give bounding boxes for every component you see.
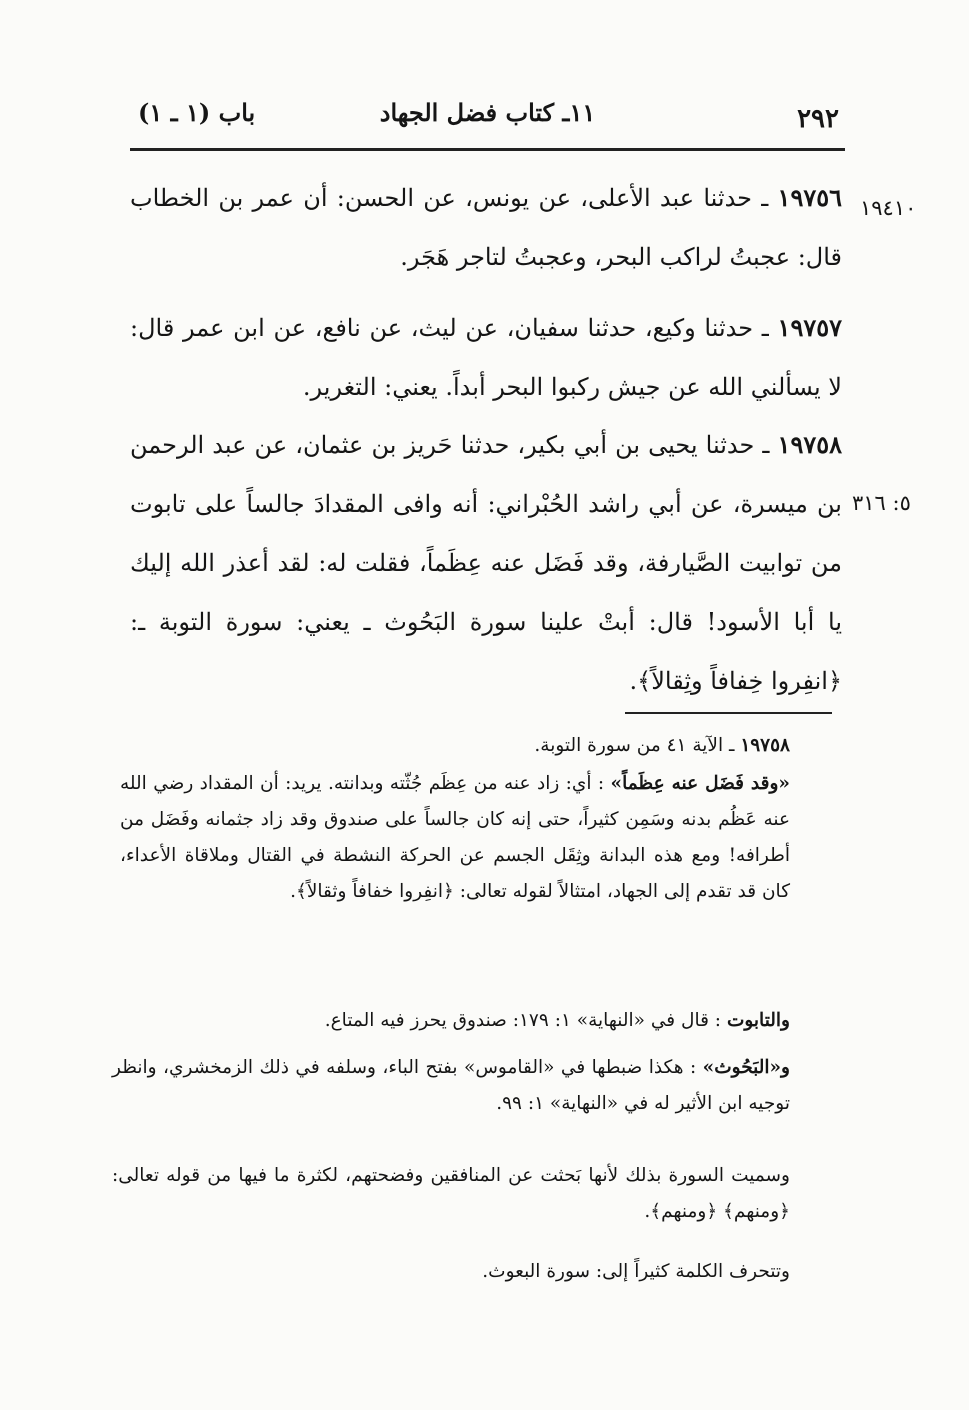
note-text: : هكذا ضبطها في «القاموس» بفتح الباء، وسلفه في ذلك الزمخشري، وانظر توجيه ابن الأثير له في «النهاية» ١: ٩٩. — [112, 1057, 790, 1114]
hadith-text: ـ حدثنا عبد الأعلى، عن يونس، عن الحسن: أن عمر بن الخطاب قال: عجبتُ لراكب البحر، وعجبتُ لتاجر هَجَر. — [130, 184, 842, 271]
note-text: وسميت السورة بذلك لأنها بَحثت عن المنافقين وفضحتهم، لكثرة ما فيها من قوله تعالى: ﴿ومنهم﴾ ﴿ومنهم﴾. — [112, 1165, 790, 1222]
note-text: ـ الآية ٤١ من سورة التوبة. — [534, 735, 741, 756]
hadith-number: ١٩٧٥٧ — [777, 313, 842, 342]
side-ref-volume: ١٩٤١٠ — [860, 196, 917, 220]
footnote-tabut — [230, 1003, 790, 1039]
chapter-label: باب (١ ـ ١) — [138, 98, 256, 127]
footnote-variant — [420, 1254, 790, 1290]
footnote-bahuth — [112, 1050, 790, 1122]
note-text: : أي: زاد عنه من عِظَم جُثّته وبدانته. يريد: أن المقداد رضي الله عنه عَظُم بدنه وسَمِن كثيراً، حتى إنه كان جالساً على صندوق وقد زاد جثمانه وفَضَل من أطرافه! ومع هذه البدانة وثِقَل الجسم عن الحركة النشطة في القتال وملاقاة الأعداء، كان قد تقدم إلى الجهاد، امتثالاً لقوله تعالى: ﴿انفِروا خفافاً وثقالاً﴾. — [120, 773, 790, 902]
hadith-text: ـ حدثنا يحيى بن أبي بكير، حدثنا حَريز بن عثمان، عن عبد الرحمن بن ميسرة، عن أبي راشد الحُبْراني: أنه وافى المقدادَ جالساً على تابوت من توابيت الصَّيارفة، وقد فَضَل عنه عِظَماً، فقلت له: لقد أعذر الله إليك يا أبا الأسود! قال: أبتْ علينا سورة البَحُوث ـ يعني: سورة التوبة ـ: ﴿انفِروا خِفافاً وثِقالاً﴾. — [130, 431, 842, 695]
running-header — [130, 92, 845, 151]
note-lead: و«البَحُوث» — [702, 1057, 790, 1078]
hadith-19757 — [130, 298, 842, 417]
note-lead: ١٩٧٥٨ — [740, 735, 790, 756]
hadith-19758 — [130, 415, 842, 711]
footnote-explanation — [120, 766, 790, 910]
footnote-separator — [625, 712, 832, 714]
note-lead: «وقد فَضَل عنه عِظَماً» — [610, 773, 790, 794]
page-number: ٢٩٢ — [797, 104, 839, 134]
note-lead: والتابوت — [726, 1010, 790, 1031]
footnote-naming — [112, 1158, 790, 1230]
side-ref-musnad: ٥: ٣١٦ — [852, 491, 911, 515]
note-text: : قال في «النهاية» ١: ١٧٩: صندوق يحرز فيه المتاع. — [324, 1010, 727, 1031]
hadith-text: ـ حدثنا وكيع، حدثنا سفيان، عن ليث، عن نافع، عن ابن عمر قال: لا يسألني الله عن جيش ركبوا البحر أبداً. يعني: التغرير. — [130, 314, 842, 401]
hadith-number: ١٩٧٥٨ — [777, 430, 842, 459]
book-title: ١١ـ كتاب فضل الجهاد — [379, 98, 596, 127]
hadith-number: ١٩٧٥٦ — [777, 183, 842, 212]
footnote-ayah-ref — [480, 728, 790, 764]
hadith-19756 — [130, 168, 842, 287]
note-text: وتتحرف الكلمة كثيراً إلى: سورة البعوث. — [482, 1261, 790, 1282]
